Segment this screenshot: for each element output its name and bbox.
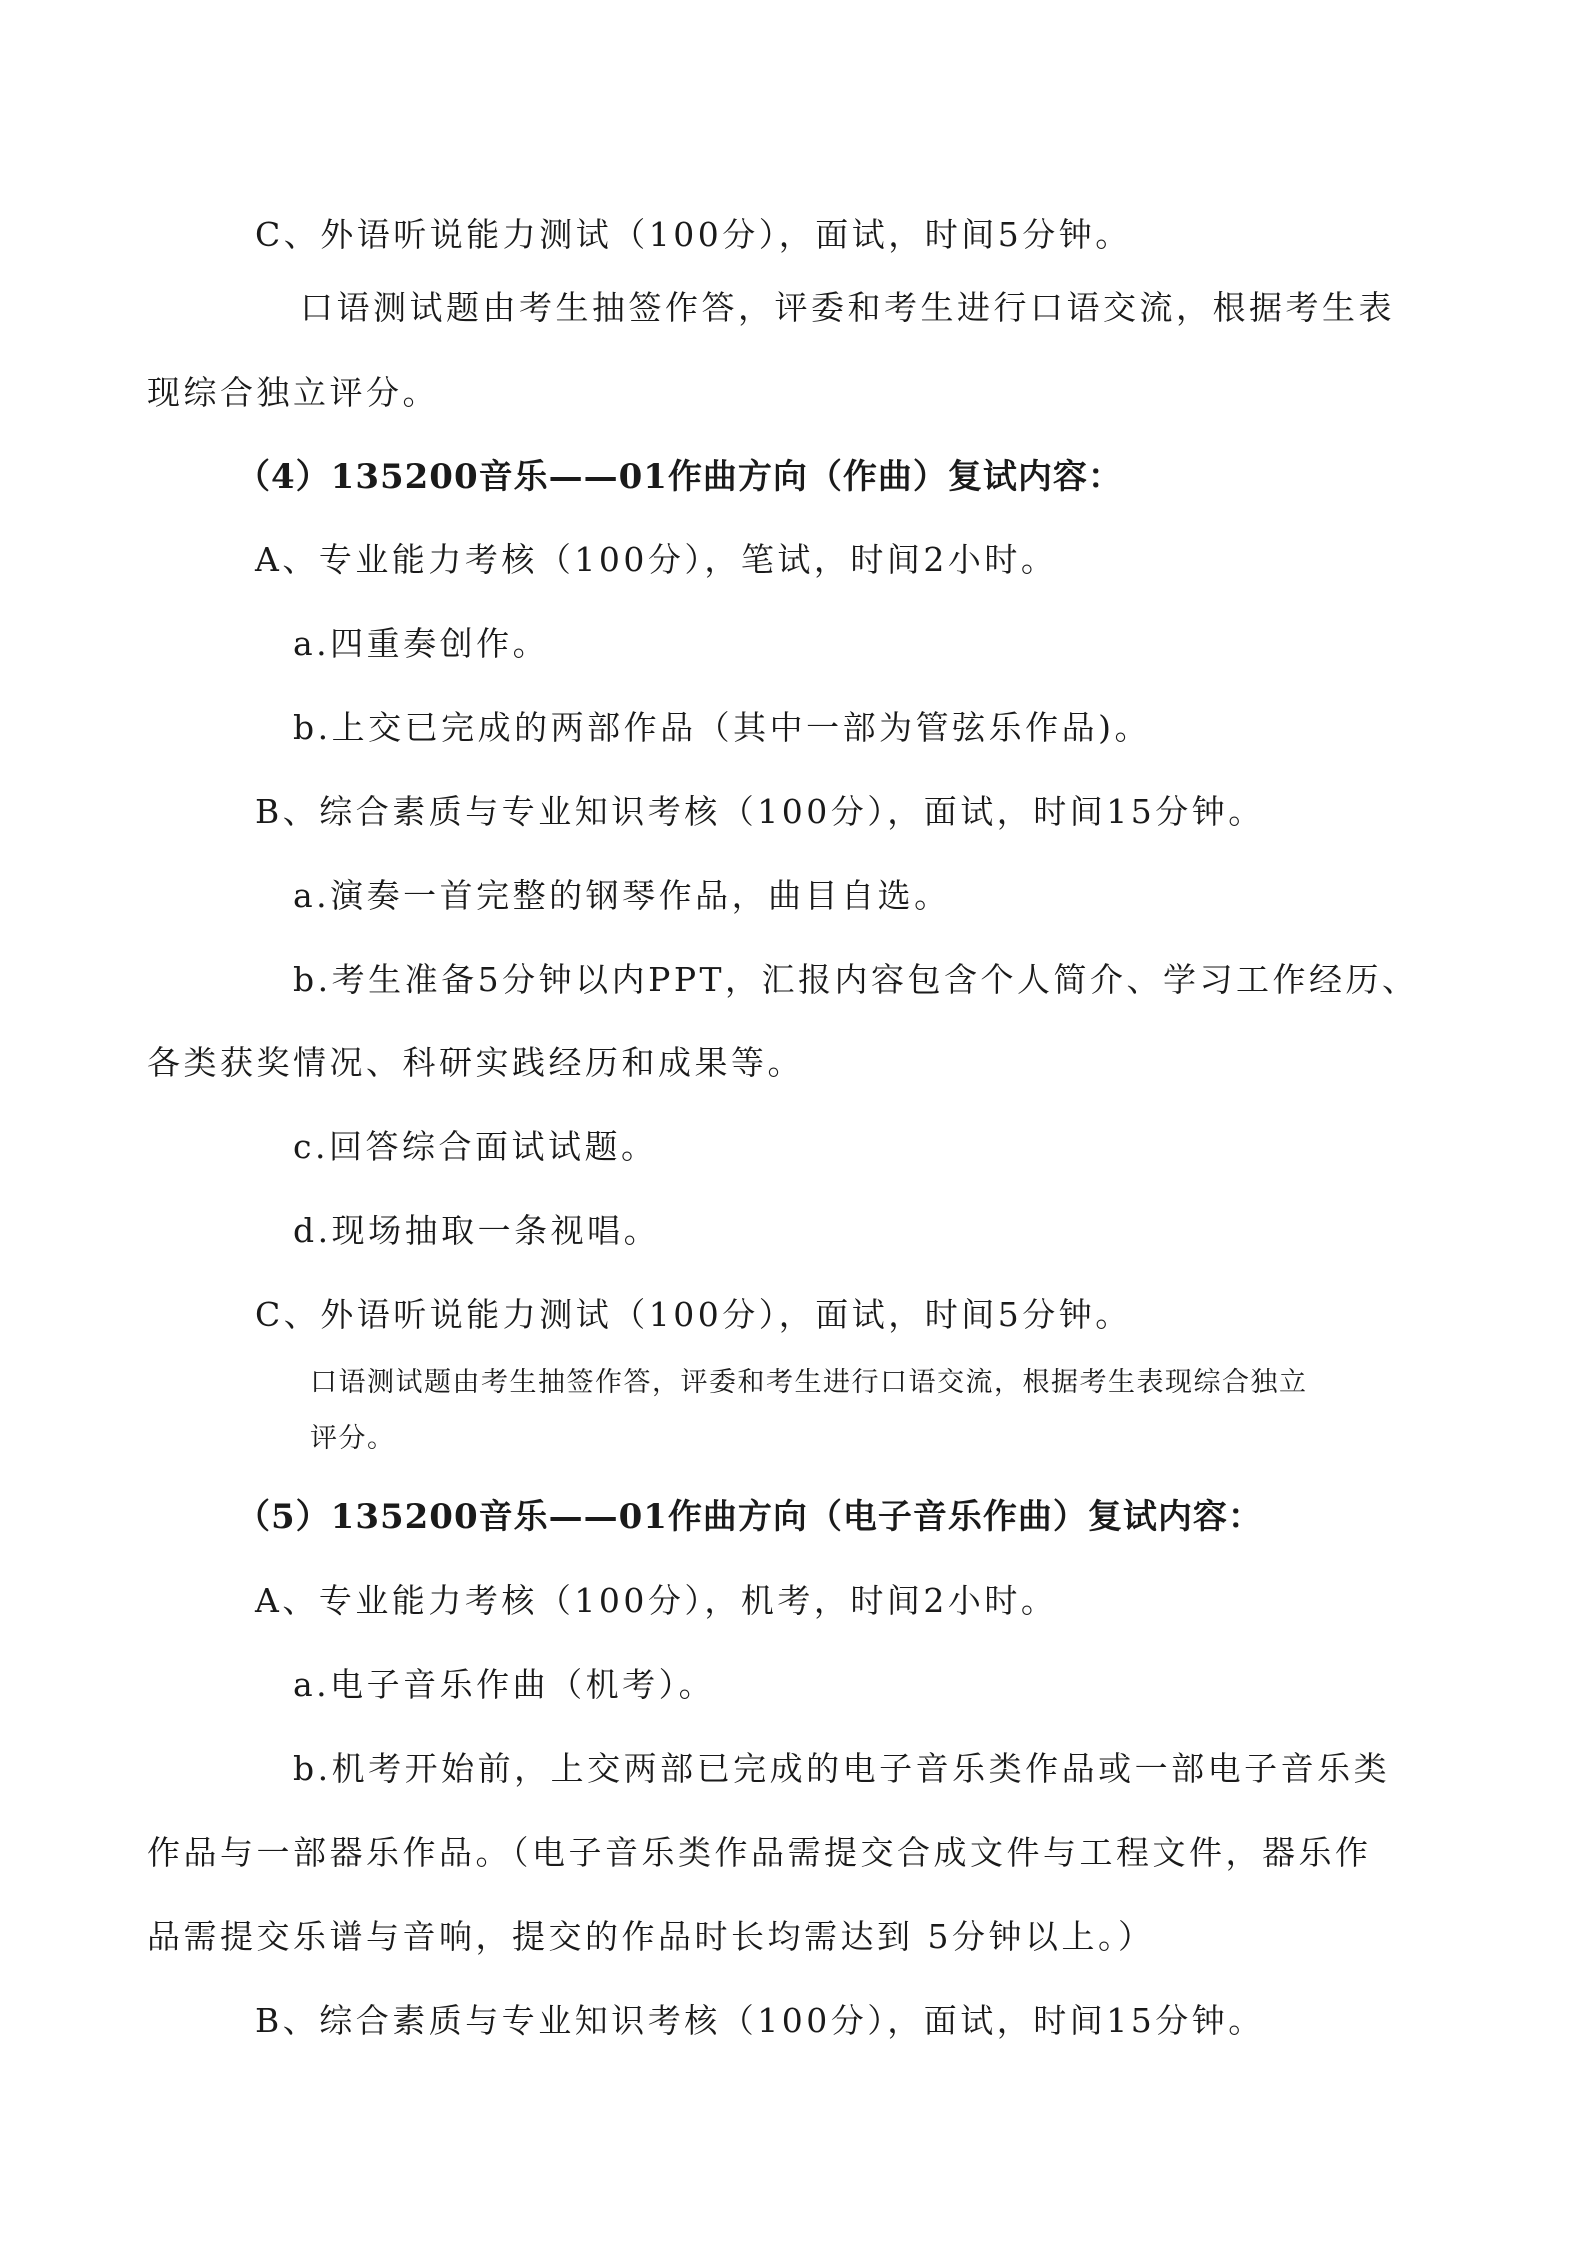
section-5-item-a-sub-a: a.电子音乐作曲（机考）。: [293, 1665, 716, 1704]
section-4-item-a-sub-a: a.四重奏创作。: [293, 624, 550, 663]
section-5-item-a: A、专业能力考核（100分），机考，时间2小时。: [255, 1581, 1058, 1620]
section-4-item-b: B、综合素质与专业知识考核（100分），面试，时间15分钟。: [255, 792, 1265, 831]
section-5-item-a-sub-b-line-2: 作品与一部器乐作品。（电子音乐类作品需提交合成文件与工程文件，器乐作: [147, 1833, 1372, 1872]
section-5-item-a-sub-b-line-3: 品需提交乐谱与音响，提交的作品时长均需达到 5分钟以上。）: [147, 1917, 1155, 1956]
section-3-item-c: C、外语听说能力测试（100分），面试，时间5分钟。: [255, 215, 1132, 254]
section-4-oral-note-line-1: 口语测试题由考生抽签作答，评委和考生进行口语交流，根据考生表现综合独立: [310, 1367, 1308, 1398]
section-4-heading: （4）135200音乐——01作曲方向（作曲）复试内容：: [236, 457, 1123, 497]
section-5-heading: （5）135200音乐——01作曲方向（电子音乐作曲）复试内容：: [236, 1497, 1263, 1537]
oral-test-paragraph-line-1: 口语测试题由考生抽签作答，评委和考生进行口语交流，根据考生表: [300, 288, 1395, 327]
section-4-item-b-sub-b-line-1: b.考生准备5分钟以内PPT，汇报内容包含个人简介、学习工作经历、: [293, 960, 1419, 999]
section-4-item-a-sub-b: b.上交已完成的两部作品（其中一部为管弦乐作品)。: [293, 708, 1151, 747]
section-4-item-b-sub-b-line-2: 各类获奖情况、科研实践经历和成果等。: [147, 1043, 804, 1082]
section-5-item-a-sub-b-line-1: b.机考开始前，上交两部已完成的电子音乐类作品或一部电子音乐类: [293, 1749, 1391, 1788]
section-4-item-c: C、外语听说能力测试（100分），面试，时间5分钟。: [255, 1295, 1132, 1334]
section-4-oral-note-line-2: 评分。: [310, 1423, 396, 1454]
oral-test-paragraph-line-2: 现综合独立评分。: [147, 373, 439, 412]
section-4-item-b-sub-d: d.现场抽取一条视唱。: [293, 1211, 661, 1250]
section-5-item-b: B、综合素质与专业知识考核（100分），面试，时间15分钟。: [255, 2001, 1265, 2040]
section-4-item-b-sub-c: c.回答综合面试试题。: [293, 1127, 658, 1166]
section-4-item-a: A、专业能力考核（100分），笔试，时间2小时。: [255, 540, 1058, 579]
section-4-item-b-sub-a: a.演奏一首完整的钢琴作品，曲目自选。: [293, 876, 951, 915]
